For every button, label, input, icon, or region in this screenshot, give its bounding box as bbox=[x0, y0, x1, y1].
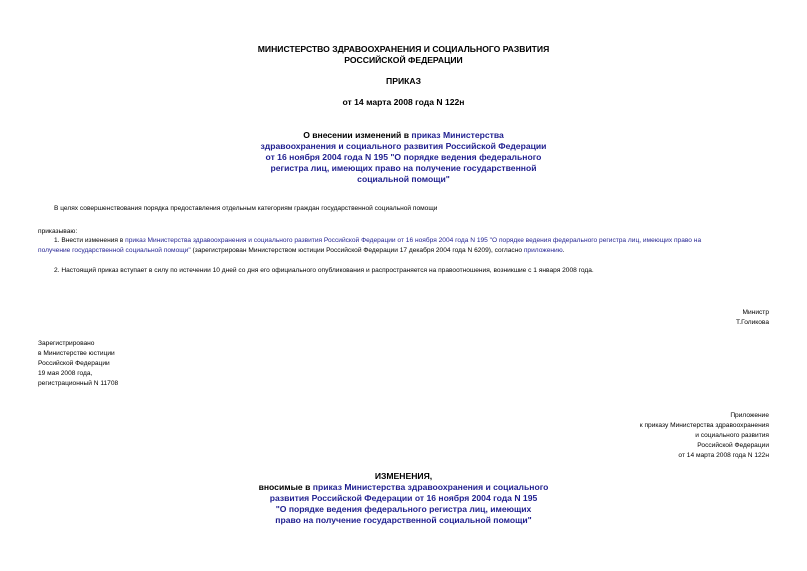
title-link-part2[interactable]: здравоохранения и социального развития Российской Федерации bbox=[260, 141, 547, 151]
title-link-part3[interactable]: от 16 ноября 2004 года N 195 "О порядке ведения федерального bbox=[265, 152, 542, 162]
item-2: 2. Настоящий приказ вступает в силу по истечении 10 дней со дня его официального опубликования и распространяется на правоотношения, возникшие с 1 января 2008 года. bbox=[54, 267, 594, 274]
preamble-text: В целях совершенствования порядка предоставления отдельным категориям граждан государственной социальной помощи bbox=[54, 205, 438, 212]
item-1-middle: (зарегистрирован Министерством юстиции Российской Федерации 17 декабря 2004 года N 6209), согласно bbox=[190, 247, 524, 254]
title-link-part4[interactable]: регистра лиц, имеющих право на получение государственной bbox=[270, 163, 537, 173]
appendix-ref-line2: к приказу Министерства здравоохранения bbox=[639, 422, 769, 429]
item-1-cont bbox=[38, 246, 778, 256]
changes-link-part4[interactable]: право на получение государственной социальной помощи" bbox=[275, 515, 532, 525]
registration-line4: 19 мая 2008 года, bbox=[38, 370, 93, 377]
item-1 bbox=[38, 236, 778, 246]
amended-order-link[interactable]: приказ Министерства здравоохранения и социального развития Российской Федерации от 16 ноября 2004 года N 195 "О порядке ведения федерального регистра лиц, имеющих право на bbox=[125, 237, 702, 244]
document-type: ПРИКАЗ bbox=[386, 76, 421, 86]
registration-line3: Российской Федерации bbox=[38, 360, 110, 367]
registration-line5: регистрационный N 11708 bbox=[38, 380, 119, 387]
appendix-ref-line3: и социального развития bbox=[695, 432, 769, 439]
changes-prefix: вносимые в bbox=[258, 482, 313, 492]
changes-line1 bbox=[0, 482, 807, 493]
item-1-prefix: 1. Внести изменения в bbox=[54, 237, 126, 244]
title-link-part1[interactable]: приказ Министерства bbox=[411, 130, 504, 140]
document-date: от 14 марта 2008 года N 122н bbox=[342, 97, 465, 107]
title-line1 bbox=[0, 130, 807, 141]
signature-name: Т.Голикова bbox=[735, 319, 769, 326]
signature-position: Министр bbox=[742, 309, 769, 316]
changes-link-part3[interactable]: "О порядке ведения федерального регистра лиц, имеющих bbox=[275, 504, 532, 514]
appendix-ref-line1: Приложение bbox=[730, 412, 769, 419]
changes-link-part1[interactable]: приказ Министерства здравоохранения и социального bbox=[312, 482, 549, 492]
ministry-name-line1: МИНИСТЕРСТВО ЗДРАВООХРАНЕНИЯ И СОЦИАЛЬНОГО РАЗВИТИЯ bbox=[257, 44, 550, 54]
ministry-name-line2: РОССИЙСКОЙ ФЕДЕРАЦИИ bbox=[344, 55, 463, 65]
changes-heading: ИЗМЕНЕНИЯ, bbox=[374, 471, 433, 481]
title-prefix: О внесении изменений в bbox=[303, 130, 412, 140]
item-1-end: . bbox=[562, 247, 565, 254]
order-word: приказываю: bbox=[38, 228, 78, 235]
appendix-ref-line4: Российской Федерации bbox=[697, 442, 769, 449]
appendix-link[interactable]: приложению bbox=[523, 247, 563, 254]
registration-line1: Зарегистрировано bbox=[38, 340, 95, 347]
appendix-ref-line5: от 14 марта 2008 года N 122н bbox=[678, 452, 769, 459]
amended-order-link-cont[interactable]: получение государственной социальной помощи" bbox=[38, 247, 191, 254]
changes-link-part2[interactable]: развития Российской Федерации от 16 ноября 2004 года N 195 bbox=[269, 493, 538, 503]
title-link-part5[interactable]: социальной помощи" bbox=[357, 174, 450, 184]
registration-line2: в Министерстве юстиции bbox=[38, 350, 115, 357]
